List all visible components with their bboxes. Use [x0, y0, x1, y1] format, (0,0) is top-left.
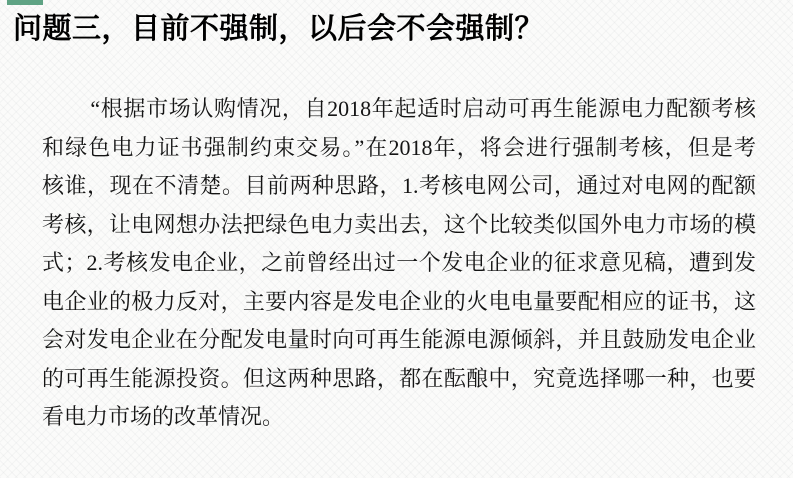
body-text-line: 看电力市场的改革情况。	[42, 404, 285, 429]
slide-accent-bar	[7, 0, 43, 5]
slide-body-paragraph	[42, 90, 756, 437]
body-text-line: 核谁，现在不清楚。目前两种思路，1.考核电网公司，通过对电网的配额	[42, 173, 756, 198]
body-text-line: 电企业的极力反对，主要内容是发电企业的火电电量要配相应的证书，这	[42, 288, 756, 314]
body-text-line: 会对发电企业在分配发电量时向可再生能源电源倾斜，并且鼓励发电企业	[42, 327, 756, 352]
body-text-line: 式；2.考核发电企业，之前曾经出过一个发电企业的征求意见稿，遭到发	[42, 250, 756, 275]
body-text-line: 的可再生能源投资。但这两种思路，都在酝酿中，究竟选择哪一种，也要	[42, 365, 756, 391]
slide-title: 问题三，目前不强制，以后会不会强制？	[13, 13, 545, 45]
body-text-line: 和绿色电力证书强制约束交易。”在2018年，将会进行强制考核，但是考	[42, 134, 756, 160]
body-text-line: “根据市场认购情况，自2018年起适时启动可再生能源电力配额考核	[90, 96, 756, 121]
body-text-line: 考核，让电网想办法把绿色电力卖出去，这个比较类似国外电力市场的模	[42, 211, 756, 237]
